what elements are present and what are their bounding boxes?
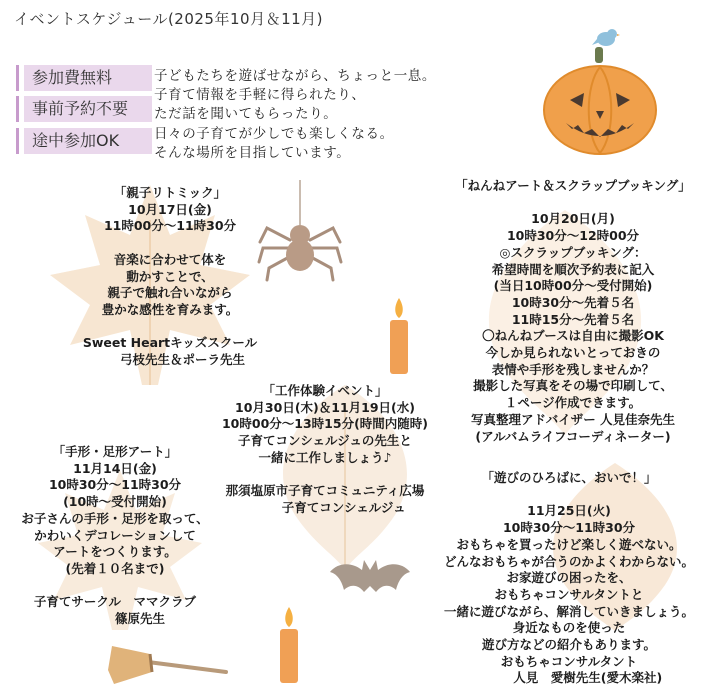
event-line: 一緒に遊びながら、解消していきましょう。 <box>443 603 694 619</box>
event-line: 音楽に合わせて体を <box>113 251 227 267</box>
event-line: 10時00分～13時15分(時間内随時) <box>221 416 428 432</box>
candle-icon <box>276 605 302 685</box>
event-line: 子育てサークル ママクラブ <box>33 594 197 610</box>
event-line: 篠原先生 <box>64 611 165 627</box>
event-line: １ページ作成できます。 <box>504 395 642 411</box>
event-line: (当日10時00分～受付開始) <box>493 278 653 294</box>
event-line: 11時15分～先着５名 <box>511 311 635 327</box>
event-title: 「手形・足形アート」 <box>52 444 178 459</box>
event-line: 動かすことで、 <box>126 268 214 284</box>
spacer <box>5 578 225 595</box>
tag-no-reservation: 事前予約不要 <box>24 96 152 122</box>
intro-line: 子育て情報を手軽に得られたり、 <box>154 87 366 103</box>
event-line: 〇ねんねブースは自由に撮影OK <box>482 328 664 344</box>
event-line: (アルバムライフコーディネーター) <box>475 428 671 444</box>
event-line: 写真整理アドバイザー 人見佳奈先生 <box>470 411 676 427</box>
event-title: 「工作体験イベント」 <box>262 383 388 398</box>
event-line: アートをつくります。 <box>53 544 177 560</box>
event-line: おもちゃを買ったけど楽しく遊べない。 <box>456 536 682 552</box>
bird-icon <box>592 25 620 49</box>
spacer <box>55 235 285 252</box>
event-line: 10時30分～11時30分 <box>502 520 636 536</box>
spacer <box>205 467 445 484</box>
intro-line: 日々の子育てが少しでも楽しくなる。 <box>154 126 394 142</box>
event-line: Sweet Heartキッズスクール <box>82 335 258 351</box>
candle-icon <box>386 296 412 376</box>
event-line: お家遊びの困ったを、 <box>506 570 632 586</box>
event-title: 「ねんねアート＆スクラップブッキング」 <box>455 178 691 193</box>
event-line: (10時～受付開始) <box>63 494 167 510</box>
broom-icon <box>108 640 228 690</box>
pumpkin-icon <box>540 45 660 155</box>
event-line: 10時30分～先着５名 <box>511 294 635 310</box>
spacer <box>428 195 718 212</box>
event-line: お子さんの手形・足形を取って、 <box>21 510 209 526</box>
bat-icon <box>330 552 410 602</box>
intro-line: そんな場所を目指しています。 <box>154 145 351 161</box>
tag-join-anytime: 途中参加OK <box>24 128 152 154</box>
tag-free: 参加費無料 <box>24 65 152 91</box>
event-line: 表情や手形を残しませんか？ <box>491 361 655 377</box>
event-line: 弓枝先生＆ポーラ先生 <box>94 352 245 367</box>
event-line: 10時30分～12時00分 <box>506 228 640 244</box>
event-line: 豊かな感性を育みます。 <box>101 301 239 317</box>
event-line: 11時00分～11時30分 <box>103 218 237 234</box>
spacer <box>55 319 285 336</box>
event-craft <box>205 383 445 517</box>
event-line: 身近なものを使った <box>512 620 626 636</box>
event-line: 一緒に工作しましょう♪ <box>258 449 392 465</box>
event-line: 撮影した写真をその場で印刷して、 <box>473 378 673 394</box>
event-handprint-art <box>5 444 225 628</box>
event-line: ◎スクラップブッキング： <box>499 244 647 260</box>
event-line: 10月20日(月) <box>531 211 615 227</box>
event-rhythmic <box>55 185 285 369</box>
event-line: 遊び方などの紹介もあります。 <box>481 637 656 653</box>
event-line: 10月17日(金) <box>128 201 212 217</box>
event-line: 人見 愛樹先生(愛木楽社) <box>475 670 663 686</box>
event-line: 11月25日(火) <box>527 503 611 519</box>
event-line: どんなおもちゃが合うのかよくわからない。 <box>443 553 694 569</box>
event-title: 「遊びのひろばに、おいで！」 <box>481 470 657 485</box>
event-line: おもちゃコンサルタント <box>500 653 638 669</box>
spacer <box>420 487 718 504</box>
event-line: 今しか見られないとっておきの <box>485 345 661 361</box>
event-line: かわいくデコレーションして <box>34 527 196 543</box>
page-title: イベントスケジュール(2025年10月＆11月) <box>14 10 324 28</box>
intro-line: 子どもたちを遊ばせながら、ちょっと一息。 <box>154 68 436 84</box>
event-line: 那須塩原市子育てコミュニティ広場 <box>225 483 425 499</box>
event-line: (先着１０名まで) <box>65 560 165 576</box>
event-line: おもちゃコンサルタントと <box>494 586 644 602</box>
event-title: 「親子リトミック」 <box>113 185 227 200</box>
event-line: 子育てコンシェルジュの先生と <box>238 433 412 449</box>
event-line: 10月30日(木)＆11月19日(水) <box>235 399 415 415</box>
event-play-plaza <box>420 470 718 687</box>
event-line: 希望時間を順次予約表に記入 <box>491 261 655 277</box>
event-line: 親子で触れ合いながら <box>107 285 233 301</box>
intro-line: ただ話を聞いてもらったり。 <box>154 106 338 122</box>
event-line: 11月14日(金) <box>73 460 157 476</box>
event-nenne-art <box>428 178 718 445</box>
event-line: 子育てコンシェルジュ <box>244 499 406 515</box>
event-line: 10時30分～11時30分 <box>48 477 182 493</box>
